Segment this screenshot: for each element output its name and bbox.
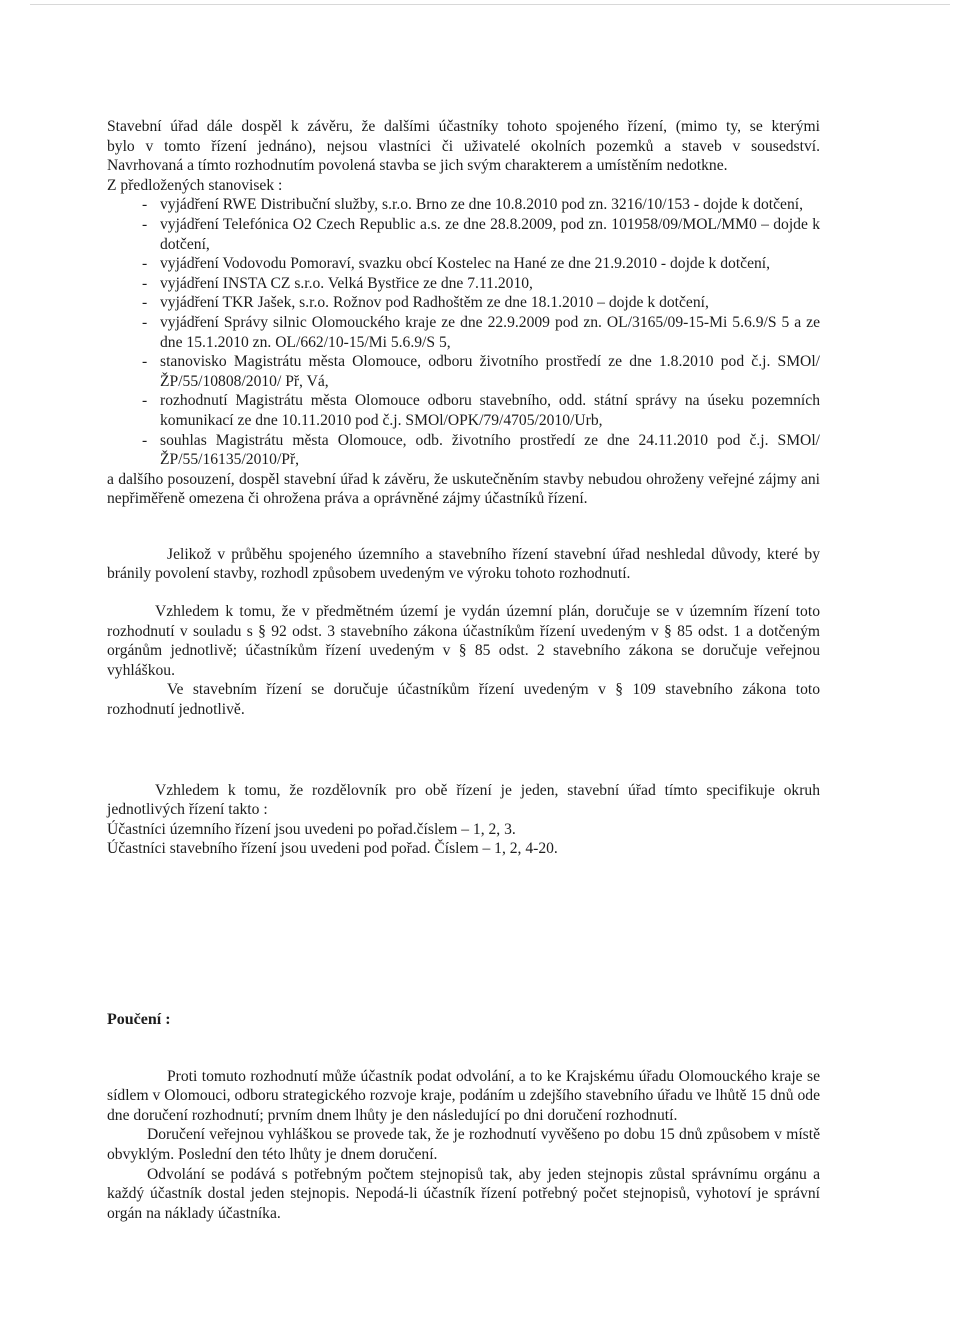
- list-item: [107, 391, 820, 430]
- list-bullet: -: [142, 392, 148, 410]
- list-item: [107, 431, 820, 470]
- list-bullet: -: [142, 353, 148, 371]
- participants-territorial: Účastníci územního řízení jsou uvedeni po pořad.číslem – 1, 2, 3.: [107, 820, 516, 838]
- statement-text: rozhodnutí Magistrátu města Olomouce odboru stavebního, odd. státní správy na úseku pozemních komunikací ze dne 10.11.2010 pod č.j. SMOl/OPK/79/4705/2010/Urb,: [160, 392, 820, 429]
- statement-text: vyjádření INSTA CZ s.r.o. Velká Bystřice ze dne 7.11.2010,: [160, 274, 533, 292]
- statement-text: stanovisko Magistrátu města Olomouce, odboru životního prostředí ze dne 1.8.2010 pod č.j. SMOl/ŽP/55/10808/2010/ Př, Vá,: [160, 353, 820, 390]
- statement-text: vyjádření RWE Distribuční služby, s.r.o. Brno ze dne 10.8.2010 pod zn. 3216/10/153 - dojde k dotčení,: [160, 196, 803, 214]
- conclusion-paragraph: a dalšího posouzení, dospěl stavební úřad k závěru, že uskutečněním stavby nebudou ohroženy veřejné zájmy ani nepřiměřeně omezena či ohrožena práva a oprávněné zájmy účastníků řízení.: [107, 470, 820, 508]
- list-bullet: -: [142, 196, 148, 214]
- statement-text: vyjádření Telefónica O2 Czech Republic a.s. ze dne 28.8.2009, pod zn. 101958/09/MOL/MM0 – dojde k dotčení,: [160, 215, 820, 253]
- intro-line-2: bylo v tomto řízení jednáno), nejsou vlastníci či uživatelé okolních pozemků a staveb v sousedství.: [107, 137, 820, 155]
- statement-text: vyjádření Správy silnic Olomouckého kraje ze dne 22.9.2009 pod zn. OL/3165/09-15-Mi 5.6.9/S 5 a ze dne 15.1.2010 zn. OL/662/10-15/Mi 5.6.9/S 5,: [160, 313, 820, 351]
- statement-text: vyjádření TKR Jašek, s.r.o. Rožnov pod Radhoštěm ze dne 18.1.2010 – dojde k dotčení,: [160, 294, 709, 312]
- list-item: [107, 352, 820, 391]
- paragraph-jelikoz: Jelikož v průběhu spojeného územního a stavebního řízení stavební úřad neshledal důvody, které by bránily povolení stavby, rozhodl způsobem uvedeným ve výroku tohoto rozhodnutí.: [107, 545, 820, 583]
- participants-building: Účastníci stavebního řízení jsou uvedeni pod pořad. Číslem – 1, 2, 4-20.: [107, 840, 558, 858]
- list-item: [107, 293, 820, 313]
- intro-line-4: Z předložených stanovisek :: [107, 176, 283, 194]
- instruction-paragraph-2: Doručení veřejnou vyhláškou se provede tak, že je rozhodnutí vyvěšeno po dobu 15 dnů způsobem v místě obvyklým. Poslední den této lhůty je dnem doručení.: [107, 1126, 820, 1163]
- paragraph-vzhledem-2: Vzhledem k tomu, že rozdělovník pro obě řízení je jeden, stavební úřad tímto specifikuje okruh jednotlivých řízení takto :: [107, 781, 820, 819]
- statements-list: [107, 195, 820, 469]
- instruction-paragraph-1: Proti tomuto rozhodnutí může účastník podat odvolání, a to ke Krajskému úřadu Olomouckého kraje se sídlem v Olomouci, odboru strategického rozvoje kraje, podáním u zdejšího stavebního úřadu ve lhůtě 15 dnů ode dne doručení rozhodnutí; prvním dnem lhůty je den následující po dni doručení rozhodnutí.: [107, 1067, 820, 1124]
- statement-text: vyjádření Vodovodu Pomoraví, svazku obcí Kostelec na Hané ze dne 21.9.2010 - dojde k dotčení,: [160, 255, 771, 273]
- list-item: [107, 254, 820, 274]
- list-bullet: -: [142, 255, 148, 273]
- statement-text: souhlas Magistrátu města Olomouce, odb. životního prostředí ze dne 24.11.2010 pod č.j. SMOl/ŽP/55/16135/2010/Př,: [160, 431, 820, 469]
- list-bullet: -: [142, 294, 148, 312]
- list-bullet: -: [142, 313, 148, 331]
- document-body: [107, 117, 820, 1223]
- list-item: [107, 313, 820, 352]
- intro-line-1: Stavební úřad dále dospěl k závěru, že dalšími účastníky tohoto spojeného řízení, (mimo ty, se kterými: [107, 118, 820, 135]
- list-item: [107, 274, 820, 294]
- instruction-paragraph-3: Odvolání se podává s potřebným počtem stejnopisů tak, aby jeden stejnopis zůstal správnímu orgánu a každý účastník dostal jeden stejnopis. Nepodá-li účastník řízení potřebný počet stejnopisů, vyhotoví je správní orgán na náklady účastníka.: [107, 1165, 820, 1222]
- intro-line-3: Navrhovaná a tímto rozhodnutím povolená stavba se jich svým charakterem a umístěním nedotkne.: [107, 157, 728, 175]
- list-item: [107, 215, 820, 254]
- list-item: [107, 195, 820, 215]
- list-bullet: -: [142, 215, 148, 233]
- instruction-heading: Poučení :: [107, 1011, 171, 1028]
- list-bullet: -: [142, 274, 148, 292]
- paragraph-stavebni-rizeni: Ve stavebním řízení se doručuje účastníkům řízení uvedeným v § 109 stavebního zákona toto rozhodnutí jednotlivě.: [107, 681, 820, 719]
- scan-edge-line: [30, 4, 950, 5]
- paragraph-vzhledem-1: Vzhledem k tomu, že v předmětném území je vydán územní plán, doručuje se v územním řízení toto rozhodnutí v souladu s § 92 odst. 3 stavebního zákona účastníkům řízení uvedeným v § 85 odst. 1 a dotčeným orgánům jednotlivě; účastníkům řízení uvedeným v § 85 odst. 2 stavebního zákona se doručuje veřejnou vyhláškou.: [107, 603, 820, 679]
- list-bullet: -: [142, 431, 148, 449]
